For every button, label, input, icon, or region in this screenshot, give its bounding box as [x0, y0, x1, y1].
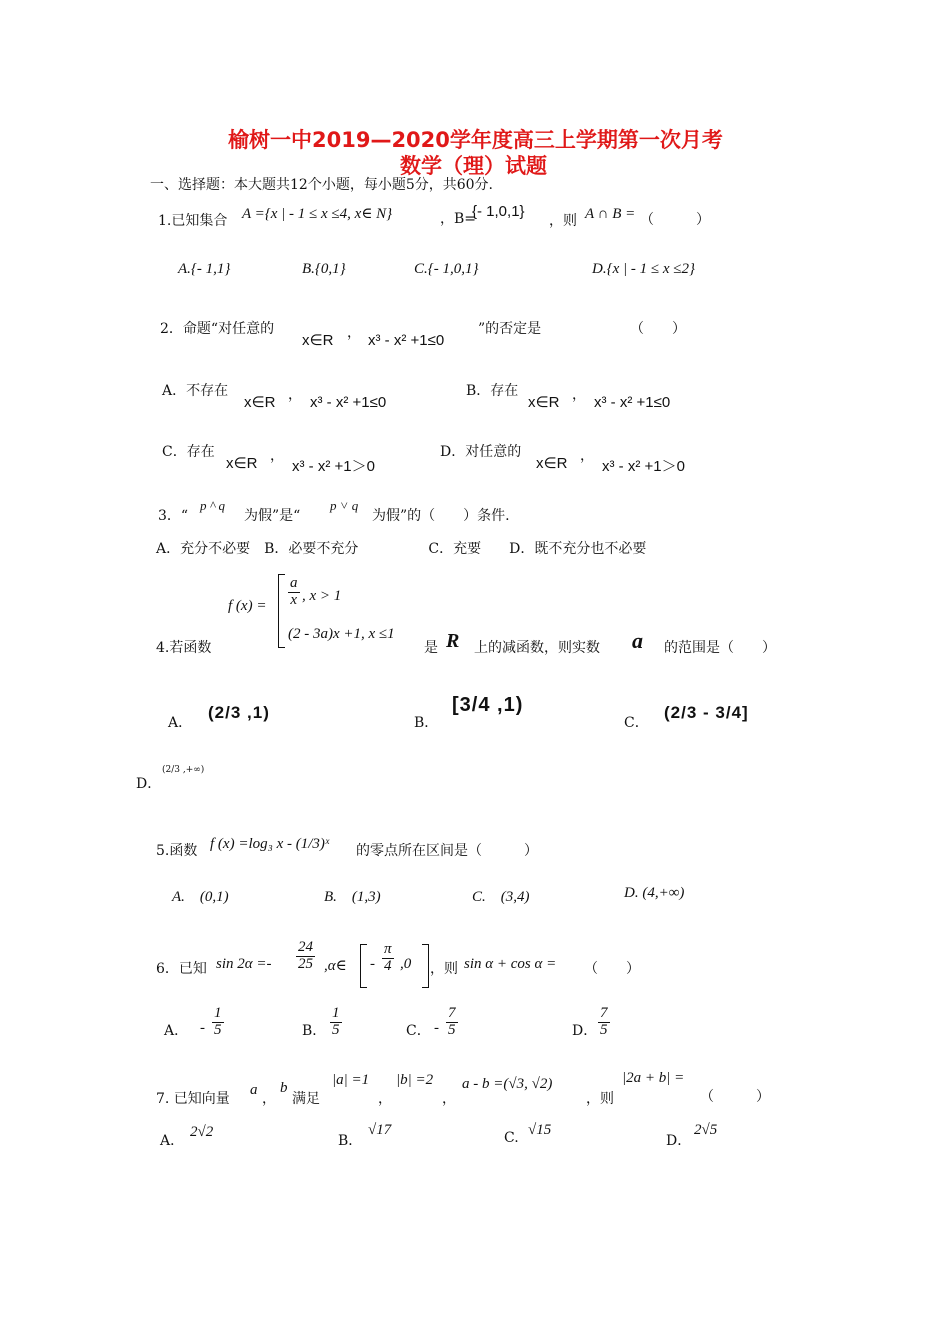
- q4-piece1-num: a: [290, 575, 298, 591]
- q4-option-c-expr: (2/3 - 3/4]: [664, 703, 749, 722]
- q1-stem-c: ，则: [549, 213, 577, 229]
- q7-paren: （ ）: [700, 1089, 770, 1105]
- q7-abs-b: |b| =2: [396, 1072, 434, 1088]
- q1-option-c: C.{- 1,0,1}: [414, 261, 479, 277]
- q1-stem: 1.已知集合: [158, 213, 228, 229]
- q4-option-c-label: C．: [624, 715, 649, 731]
- q2-tail: ”的否定是: [478, 321, 542, 337]
- q5-option-d: D. (4,+∞): [624, 885, 685, 901]
- q4-option-b-expr: [3/4 ,1): [452, 694, 524, 716]
- q3-p-and-q: p ^ q: [200, 498, 225, 513]
- q6-option-a-sign: -: [200, 1020, 205, 1036]
- q2-option-c-x-in-r: x∈R: [226, 455, 258, 472]
- q3-p-or-q: p ˅ q: [330, 498, 359, 513]
- q2-paren: （ ）: [630, 321, 686, 337]
- q6-option-b-num: 1: [332, 1005, 340, 1021]
- q2-option-c-label: C．存在: [162, 444, 215, 460]
- q6-option-c-den: 5: [448, 1021, 456, 1038]
- q6-option-d-num: 7: [600, 1005, 608, 1021]
- q4-a: a: [632, 628, 643, 653]
- q2-option-d-x-in-r: x∈R: [536, 455, 568, 472]
- q6-interval-minus: -: [370, 956, 375, 972]
- q6-sin2a: sin 2α =-: [216, 956, 272, 972]
- q2-option-b-label: B．存在: [466, 383, 519, 399]
- q1-option-a: A.{- 1,1}: [178, 261, 231, 277]
- q4-piece2: (2 - 3a)x +1, x ≤1: [288, 626, 395, 642]
- q7-stem: 7. 已知向量: [156, 1091, 230, 1107]
- q5-option-c: C. (3,4): [472, 889, 530, 905]
- q2-option-a-expr: x³ - x² +1≤0: [310, 394, 387, 411]
- q7-expr: |2a + b| =: [622, 1070, 685, 1086]
- q7-comma-3: ，: [442, 1091, 456, 1107]
- q2-x-in-r: x∈R: [302, 332, 334, 349]
- q4-piece1-frac: [288, 576, 300, 609]
- q6-option-c-label: C．: [406, 1023, 431, 1039]
- q1-set-a: A ={x | - 1 ≤ x ≤4, x∈ N}: [242, 206, 393, 222]
- q7-tail: ，则: [586, 1091, 614, 1107]
- q6-denominator: 25: [298, 955, 313, 972]
- q6-option-a-den: 5: [214, 1021, 222, 1038]
- q3-stem-a: 3．“: [158, 508, 189, 524]
- exam-title-line1: 榆树一中2019—2020学年度高三上学期第一次月考: [228, 128, 723, 152]
- q7-option-d-expr: 2√5: [694, 1122, 718, 1138]
- q6-pi-fraction: [382, 942, 394, 975]
- q2-comma: ，: [347, 325, 361, 341]
- q6-paren: （ ）: [584, 961, 640, 977]
- q7-comma-2: ，: [378, 1091, 392, 1107]
- q7-option-c-expr: √15: [528, 1122, 552, 1138]
- q7-option-d-label: D．: [666, 1133, 692, 1149]
- q6-option-b-label: B．: [302, 1023, 327, 1039]
- q2-option-b-expr: x³ - x² +1≤0: [594, 394, 671, 411]
- q1-stem-b: ，B=: [440, 211, 477, 227]
- q2-option-b-comma: ，: [572, 387, 586, 403]
- q4-fx: f (x) =: [228, 598, 267, 614]
- q6-option-a-label: A．: [164, 1023, 189, 1039]
- q4-option-d-expr: (2/3 ,+∞): [162, 765, 205, 775]
- q2-option-d-comma: ，: [580, 448, 594, 464]
- q6-four: 4: [384, 957, 392, 974]
- q6-left-paren: [360, 944, 367, 988]
- q6-tail: ，则: [430, 961, 458, 977]
- q2-option-b-x-in-r: x∈R: [528, 394, 560, 411]
- q6-fraction: [296, 940, 315, 973]
- q7-option-b-expr: √17: [368, 1122, 392, 1138]
- q4-stem: 4.若函数: [156, 640, 212, 656]
- q4-tail-c: 的范围是（ ）: [664, 640, 776, 656]
- q7-abs-a: |a| =1: [332, 1072, 370, 1088]
- q2-option-a-x-in-r: x∈R: [244, 394, 276, 411]
- q7-option-a-label: A．: [160, 1133, 185, 1149]
- q2-option-d-label: D．对任意的: [440, 444, 522, 460]
- q1-option-d: D.{x | - 1 ≤ x ≤2}: [592, 261, 695, 277]
- q6-option-c-num: 7: [448, 1005, 456, 1021]
- q1-set-b: {- 1,0,1}: [472, 203, 525, 220]
- q3-stem-b: 为假”是“: [244, 508, 301, 524]
- q6-alpha-in: ,α∈: [324, 958, 347, 974]
- q5-option-a: A. (0,1): [172, 889, 229, 905]
- q2-option-c-expr: x³ - x² +1＞0: [292, 458, 375, 475]
- q5-expr: f (x) =log₃ x - (1/3)ˣ: [210, 836, 330, 852]
- q4-piece1: , x > 1: [302, 588, 342, 604]
- q2-option-a-label: A．不存在: [162, 383, 229, 399]
- q5-option-b: B. (1,3): [324, 889, 381, 905]
- q2-option-d-expr: x³ - x² +1＞0: [602, 458, 685, 475]
- q4-r: R: [446, 630, 460, 652]
- q1-paren: （ ）: [640, 212, 710, 228]
- q6-option-b-frac: [330, 1006, 342, 1039]
- q1-option-b: B.{0,1}: [302, 261, 346, 277]
- q6-pi: π: [384, 941, 392, 957]
- q5-tail: 的零点所在区间是（ ）: [356, 843, 538, 859]
- q7-diff: a - b =(√3, √2): [462, 1076, 553, 1092]
- q2-stem: 2．命题“对任意的: [160, 321, 275, 337]
- q6-option-b-den: 5: [332, 1021, 340, 1038]
- q2-expr: x³ - x² +1≤0: [368, 332, 445, 349]
- q7-satisfy: 满足: [292, 1091, 320, 1107]
- q6-right-paren: [422, 944, 429, 988]
- q6-option-d-frac: [598, 1006, 610, 1039]
- q5-stem: 5.函数: [156, 843, 198, 859]
- q7-vector-a: a: [250, 1082, 258, 1098]
- q6-option-a-frac: [212, 1006, 224, 1039]
- q1-expr: A ∩ B =: [585, 206, 636, 222]
- q6-expr: sin α + cos α =: [464, 956, 557, 972]
- q3-stem-c: 为假”的（ ）条件.: [372, 508, 510, 524]
- q4-piece1-den: x: [290, 591, 298, 608]
- q6-option-c-frac: [446, 1006, 458, 1039]
- section-heading: 一、选择题：本大题共12个小题，每小题5分，共60分.: [150, 177, 493, 193]
- exam-title-line2: 数学（理）试题: [400, 154, 547, 178]
- q7-comma: ，: [262, 1091, 276, 1107]
- q6-interval-end: ,0: [400, 956, 412, 972]
- q4-brace: [278, 574, 285, 648]
- q7-vector-b: b: [280, 1080, 288, 1096]
- q2-option-c-comma: ，: [270, 448, 284, 464]
- q6-option-c-sign: -: [434, 1020, 439, 1036]
- q4-option-a-label: A．: [168, 715, 193, 731]
- q4-tail-b: 上的减函数，则实数: [474, 640, 600, 656]
- q4-option-d-label: D．: [136, 776, 162, 792]
- q7-option-a-expr: 2√2: [190, 1124, 214, 1140]
- q6-numerator: 24: [298, 939, 313, 955]
- q7-option-c-label: C.: [504, 1130, 519, 1146]
- q7-option-b-label: B．: [338, 1133, 363, 1149]
- q6-option-d-den: 5: [600, 1021, 608, 1038]
- q6-option-d-label: D．: [572, 1023, 598, 1039]
- q4-option-b-label: B．: [414, 715, 439, 731]
- q3-options: A．充分不必要 B．必要不充分 C．充要 D．既不充分也不必要: [156, 541, 647, 557]
- q6-stem: 6．已知: [156, 961, 207, 977]
- q4-option-a-expr: (2/3 ,1): [208, 703, 270, 722]
- q4-tail-a: 是: [424, 640, 438, 656]
- q2-option-a-comma: ，: [288, 387, 302, 403]
- q6-option-a-num: 1: [214, 1005, 222, 1021]
